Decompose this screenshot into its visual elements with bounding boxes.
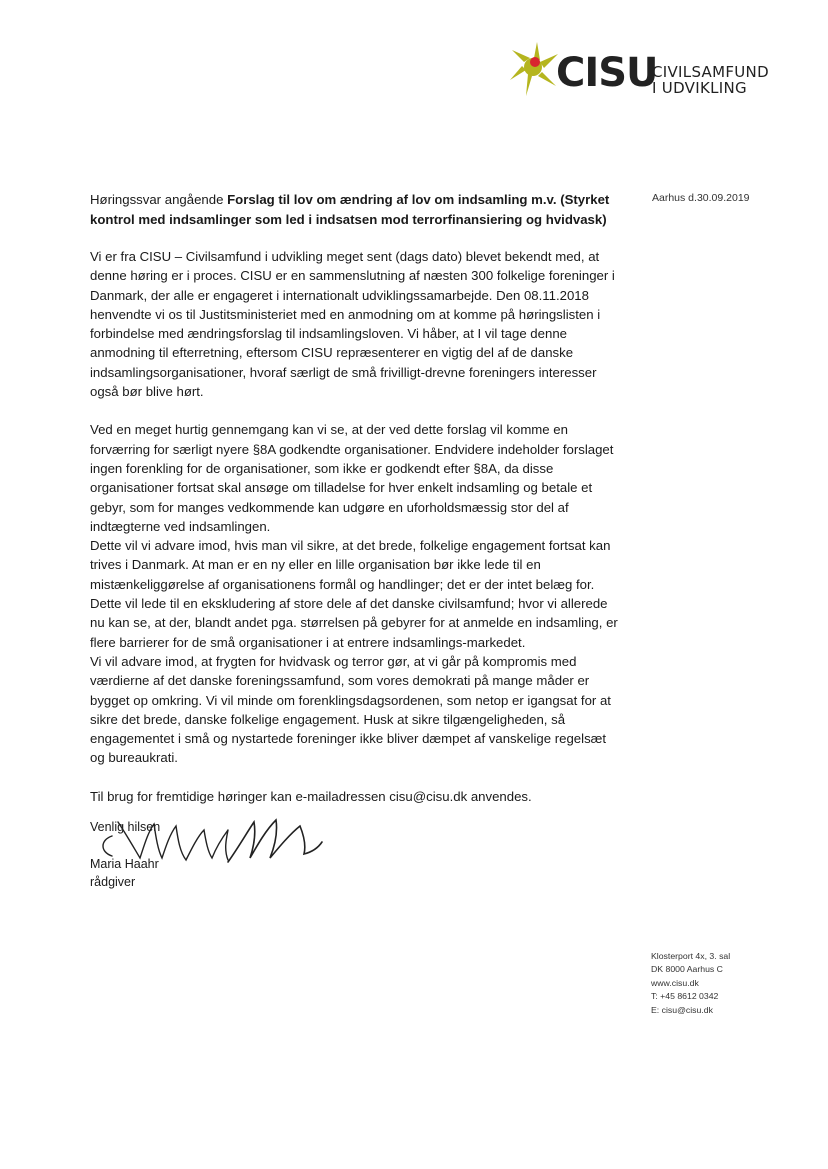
paragraph-5: Til brug for fremtidige høringer kan e-mailadressen cisu@cisu.dk anvendes. [90, 788, 532, 804]
subject-title: Forslag til lov om ændring af lov om indsamling m.v. (Styrket kontrol med indsamlinger som led i indsatsen mod terrorfinansiering og hvidvask) [90, 192, 610, 227]
logo-tagline [652, 64, 769, 96]
letter-body [90, 247, 620, 806]
address-phone: T: +45 8612 0342 [651, 991, 719, 1002]
star-logo-icon [508, 40, 560, 100]
subject-prefix: Høringssvar angående [90, 192, 228, 207]
signer-title: rådgiver [90, 875, 136, 889]
address-website: www.cisu.dk [651, 977, 699, 988]
address-email: E: cisu@cisu.dk [651, 1004, 713, 1015]
cisu-logo [508, 40, 788, 110]
handwritten-signature [78, 800, 338, 880]
address-street: Klosterport 4x, 3. sal [651, 951, 731, 961]
logo-tagline-line1: CIVILSAMFUND [652, 63, 769, 81]
letter-subject [90, 190, 610, 230]
signer-name: Maria Haahr [90, 856, 159, 871]
address-city: DK 8000 Aarhus C [651, 964, 723, 975]
paragraph-4: Vi vil advare imod, at frygten for hvidvask og terror gør, at vi går på kompromis med værdierne af det danske foreningssamfund, som vores demokrati på mange måder er bygget op omkring. Vi vil minde om forenklingsdagsordenen, som netop er igangsat for at sikre det brede, danske folkelige engagement. Husk at sikre tilgængeligheden, så engagementet i små og nystartede foreninger ikke bliver dæmpet af vanskelige regelsæt og bureaukrati. [90, 653, 611, 766]
paragraph-2: Ved en meget hurtig gennemgang kan vi se, at der ved dette forslag vil komme en forværring for særligt nyere §8A godkendte organisationer. Endvidere indeholder forslaget ingen forenkling for de organisationer, som ikke er godkendt efter §8A, da disse organisationer fortsat skal ansøge om tilladelse for hver enkelt indsamling og betale et gebyr, som for manges vedkommende kan udgøre en uforholdsmæssig stor del af indtægterne ved indsamlingen. [90, 422, 614, 534]
paragraph-1: Vi er fra CISU – Civilsamfund i udvikling meget sent (dags dato) blevet bekendt med, at denne høring er i proces. CISU er en sammenslutning af næsten 300 folkelige foreninger i Danmark, der alle er engageret i internationalt udviklingssamarbejde. Den 08.11.2018 henvendte vi os til Justitsministeriet med en anmodning om at komme på høringslisten i forbindelse med ændringsforslag til indsamlingsloven. Vi håber, at I vil tage denne anmodning til efterretning, eftersom CISU repræsenterer en vigtig del af de danske indsamlingsorganisationer, hvoraf særligt de små frivilligt-drevne foreningers interesser også bør blive hørt. [90, 249, 615, 400]
letter-date: Aarhus d.30.09.2019 [652, 192, 750, 204]
logo-tagline-line2: I UDVIKLING [652, 79, 747, 97]
logo-wordmark: CISU [556, 50, 658, 96]
paragraph-3: Dette vil vi advare imod, hvis man vil sikre, at det brede, folkelige engagement fortsat kan trives i Danmark. At man er en ny eller en lille organisation bør ikke lede til en mistænkeliggørelse af organisationens formål og handlinger; det er der intet belæg for. Dette vil lede til en ekskludering af store dele af det danske civilsamfund; hvor vi allerede nu kan se, at der, blandt andet pga. størrelsen på gebyrer for at anmelde en indsamling, er flere barrierer for de små organisationer i at entrere indsamlings-markedet. [90, 538, 618, 650]
footer-address [651, 950, 730, 1017]
closing-greeting: Venlig hilsen [90, 820, 161, 834]
